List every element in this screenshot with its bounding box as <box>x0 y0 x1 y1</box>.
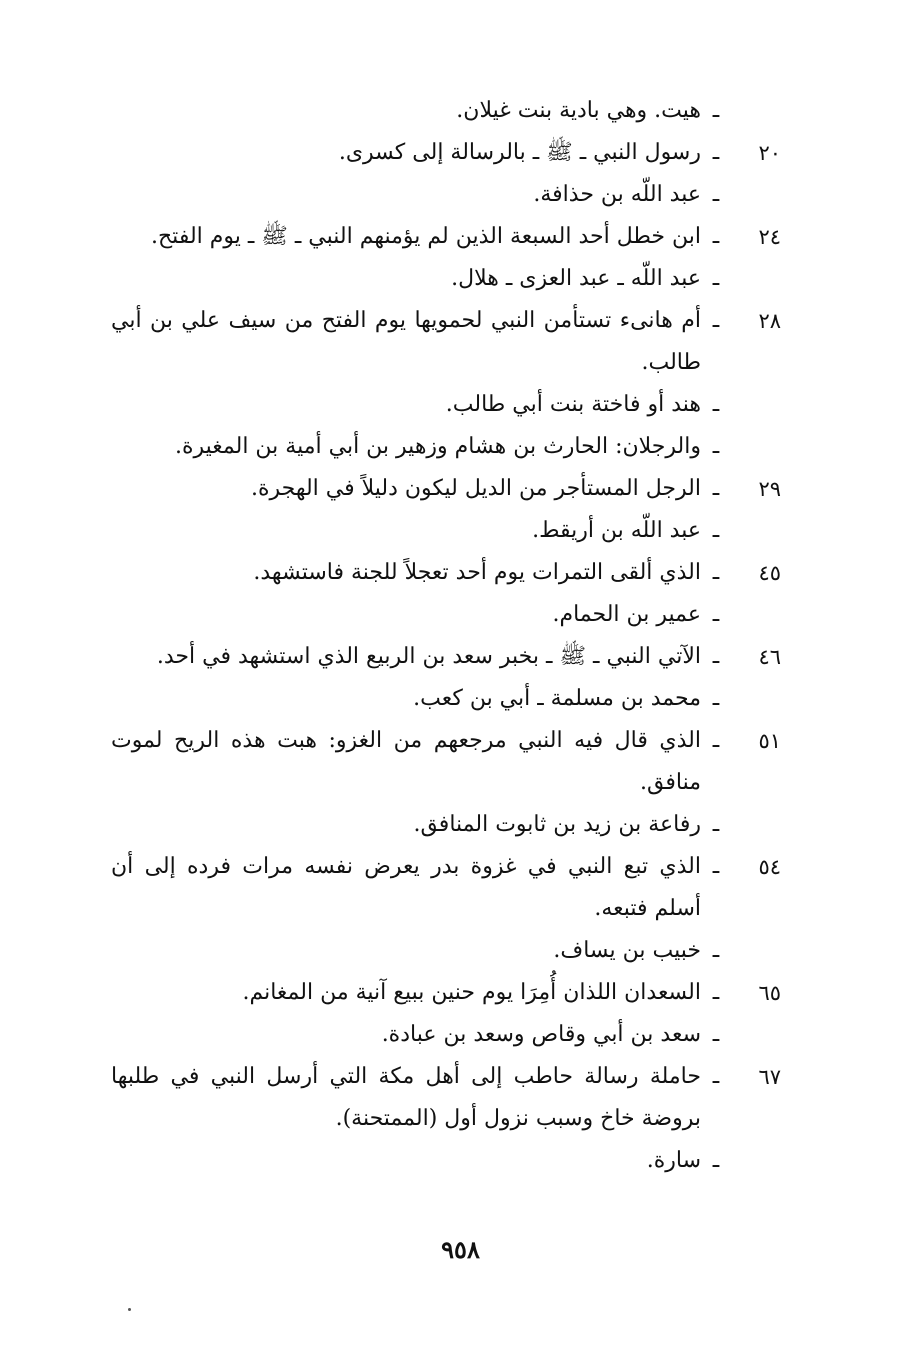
entry-text: هند أو فاختة بنت أبي طالب. <box>445 392 701 417</box>
entry-dash: ـ <box>712 182 720 207</box>
entry-number: ٥١ <box>758 729 781 753</box>
entry-number: ٦٥ <box>758 981 781 1005</box>
entry-dash: ـ <box>712 434 720 459</box>
entry-dash: ـ <box>712 560 720 585</box>
entry-text: عبد اللّه بن أريقط. <box>532 518 701 543</box>
entry-row <box>111 1140 781 1182</box>
entry-text: أم هانىء تستأمن النبي لحمويها يوم الفتح من سيف علي بن أبي طالب. <box>111 308 701 375</box>
entry-text: عبد اللّه بن حذافة. <box>533 182 701 207</box>
entry-number: ٦٧ <box>758 1065 781 1089</box>
entry-dash: ـ <box>712 854 720 879</box>
entry-dash: ـ <box>712 98 720 123</box>
entry-number: ٢٠ <box>758 141 781 165</box>
entry-dash: ـ <box>712 980 720 1005</box>
entry-dash: ـ <box>712 812 720 837</box>
entry-row <box>111 1014 781 1056</box>
entry-row <box>111 552 781 594</box>
entries-list <box>111 90 781 1182</box>
entry-row <box>111 930 781 972</box>
entry-dash: ـ <box>712 140 720 165</box>
entry-number: ٢٨ <box>758 309 781 333</box>
entry-dash: ـ <box>712 224 720 249</box>
entry-row <box>111 510 781 552</box>
entry-row <box>111 468 781 510</box>
entry-text: هيت. وهي بادية بنت غيلان. <box>456 98 701 123</box>
entry-number: ٤٥ <box>758 561 781 585</box>
entry-text: حاملة رسالة حاطب إلى أهل مكة التي أرسل النبي في طلبها بروضة خاخ وسبب نزول أول (الممتحنة). <box>111 1064 701 1131</box>
entry-row <box>111 90 781 132</box>
entry-dash: ـ <box>712 266 720 291</box>
entry-row <box>111 258 781 300</box>
entry-dash: ـ <box>712 602 720 627</box>
entry-text: سارة. <box>646 1148 701 1173</box>
entry-text: عبد اللّه ـ عبد العزى ـ هلال. <box>451 266 701 291</box>
entry-text: ابن خطل أحد السبعة الذين لم يؤمنهم النبي ـ ﷺ ـ يوم الفتح. <box>150 224 701 249</box>
entry-row <box>111 972 781 1014</box>
entry-text: رفاعة بن زيد بن ثابوت المنافق. <box>413 812 701 837</box>
entry-row <box>111 216 781 258</box>
entry-dash: ـ <box>712 518 720 543</box>
entry-text: الذي ألقى التمرات يوم أحد تعجلاً للجنة فاستشهد. <box>253 560 701 585</box>
entry-row <box>111 636 781 678</box>
entry-number: ٥٤ <box>758 855 781 879</box>
page-number: ٩٥٨ <box>441 1235 480 1264</box>
entry-dash: ـ <box>712 686 720 711</box>
entry-row <box>111 1056 781 1140</box>
entry-dash: ـ <box>712 1064 720 1089</box>
entry-row <box>111 678 781 720</box>
entry-dash: ـ <box>712 1022 720 1047</box>
entry-row <box>111 174 781 216</box>
entry-text: الرجل المستأجر من الديل ليكون دليلاً في الهجرة. <box>250 476 701 501</box>
entry-text: سعد بن أبي وقاص وسعد بن عبادة. <box>381 1022 701 1047</box>
entry-number: ٢٩ <box>758 477 781 501</box>
entry-text: محمد بن مسلمة ـ أبي بن كعب. <box>413 686 701 711</box>
scan-speck <box>128 1308 131 1311</box>
entry-dash: ـ <box>712 392 720 417</box>
entry-number: ٢٤ <box>758 225 781 249</box>
entry-row <box>111 594 781 636</box>
entry-dash: ـ <box>712 308 720 333</box>
entry-text: الآتي النبي ـ ﷺ ـ بخبر سعد بن الربيع الذي استشهد في أحد. <box>156 644 701 669</box>
entry-row <box>111 720 781 804</box>
entry-text: الذي تبع النبي في غزوة بدر يعرض نفسه مرات فرده إلى أن أسلم فتبعه. <box>111 854 701 921</box>
entry-row <box>111 384 781 426</box>
entry-dash: ـ <box>712 644 720 669</box>
entry-row <box>111 300 781 384</box>
entry-dash: ـ <box>712 938 720 963</box>
entry-text: الذي قال فيه النبي مرجعهم من الغزو: هبت هذه الريح لموت منافق. <box>111 728 701 795</box>
entry-number: ٤٦ <box>758 645 781 669</box>
entry-row <box>111 426 781 468</box>
entry-row <box>111 846 781 930</box>
entry-text: خبيب بن يساف. <box>553 938 701 963</box>
entry-dash: ـ <box>712 476 720 501</box>
entry-row <box>111 132 781 174</box>
entry-dash: ـ <box>712 728 720 753</box>
entry-text: رسول النبي ـ ﷺ ـ بالرسالة إلى كسرى. <box>338 140 701 165</box>
entry-text: والرجلان: الحارث بن هشام وزهير بن أبي أمية بن المغيرة. <box>174 434 701 459</box>
entry-row <box>111 804 781 846</box>
entry-dash: ـ <box>712 1148 720 1173</box>
entry-text: السعدان اللذان أُمِرَا يوم حنين ببيع آنية من المغانم. <box>242 980 701 1005</box>
entry-text: عمير بن الحمام. <box>552 602 701 627</box>
